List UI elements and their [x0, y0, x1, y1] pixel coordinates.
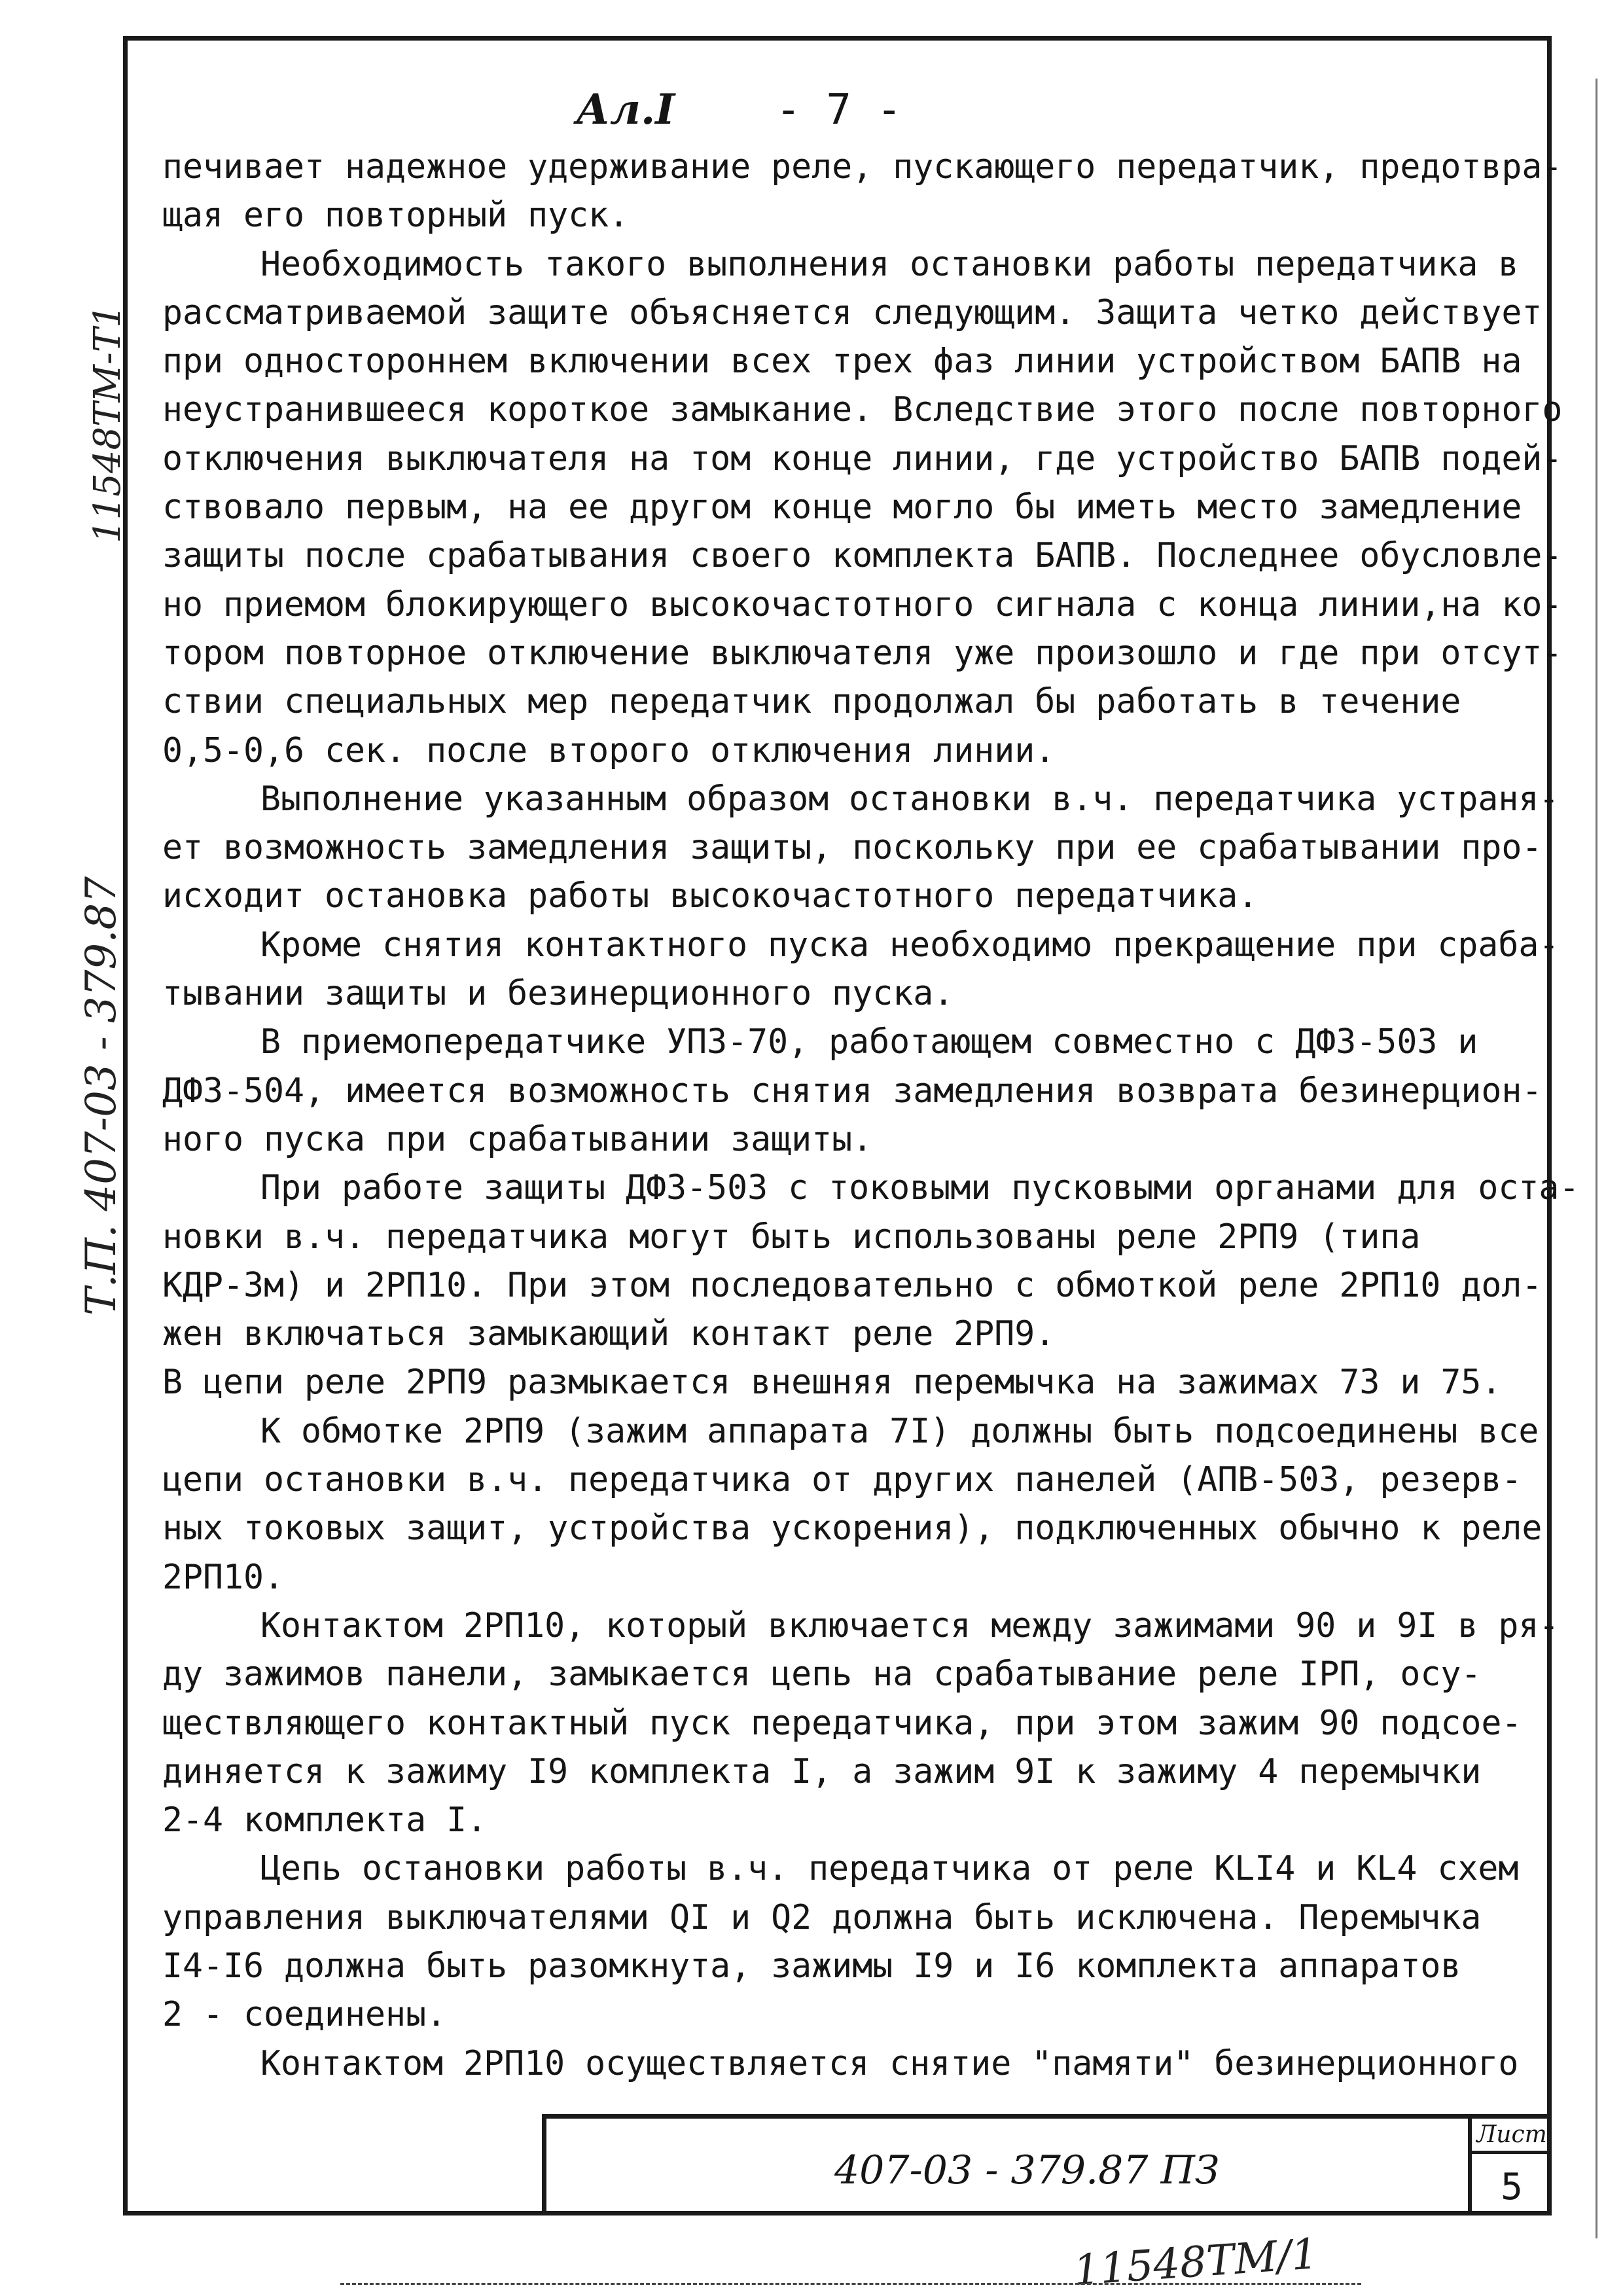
text-line: 2РП10. — [162, 1557, 285, 1597]
sheet-cell — [1468, 2119, 1552, 2215]
text-line: В приемопередатчике УПЗ-70, работающем совместно с ДФЗ-503 и — [260, 1022, 1478, 1062]
text-line: Кроме снятия контактного пуска необходимо прекращение при сраба- — [260, 925, 1560, 965]
text-line: щая его повторный пуск. — [162, 196, 630, 236]
text-line: Необходимость такого выполнения остановки работы передатчика в — [260, 244, 1519, 284]
dashed-divider — [340, 2283, 1361, 2285]
text-line: исходит остановка работы высокочастотного передатчика. — [162, 876, 1258, 916]
page-number: - 7 - — [776, 86, 902, 134]
text-line: ствии специальных мер передатчик продолжал бы работать в течение — [162, 682, 1461, 722]
text-line: Контактом 2РП10, который включается между зажимами 90 и 9I в ря- — [260, 1605, 1560, 1645]
text-line: 2 - соединены. — [162, 1995, 447, 2035]
text-line: К обмотке 2РП9 (зажим аппарата 7I) должны быть подсоединены все — [260, 1411, 1539, 1451]
text-line: управления выключателями QI и Q2 должна быть исключена. Перемычка — [162, 1897, 1482, 1937]
margin-note-middle: Т.П. 407-03 - 379.87 — [77, 876, 126, 1316]
text-line: печивает надежное удерживание реле, пускающего передатчик, предотвра- — [162, 147, 1563, 187]
text-line: новки в.ч. передатчика могут быть использованы реле 2РП9 (типа — [162, 1217, 1421, 1257]
text-line: ствовало первым, на ее другом конце могло бы иметь место замедление — [162, 488, 1522, 528]
text-line: отключения выключателя на том конце линии, где устройство БАПВ подей- — [162, 439, 1563, 478]
text-line: ду зажимов панели, замыкается цепь на срабатывание реле IРП, осу- — [162, 1655, 1482, 1695]
text-line: ного пуска при срабатывании защиты. — [162, 1119, 873, 1159]
text-line: 2-4 комплекта I. — [162, 1801, 488, 1840]
text-line: ществляющего контактный пуск передатчика, при этом зажим 90 подсое- — [162, 1703, 1522, 1743]
text-line: диняется к зажиму I9 комплекта I, а зажим 9I к зажиму 4 перемычки — [162, 1751, 1482, 1791]
text-line: тором повторное отключение выключателя уже произошло и где при отсут- — [162, 633, 1563, 673]
text-line: Цепь остановки работы в.ч. передатчика от реле KLI4 и KL4 схем — [260, 1849, 1519, 1889]
document-body — [162, 143, 1580, 2088]
text-line: рассматриваемой защите объясняется следующим. Защита четко действует — [162, 293, 1543, 332]
text-line: При работе защиты ДФЗ-503 с токовыми пусковыми органами для оста- — [260, 1168, 1580, 1208]
text-line: ных токовых защит, устройства ускорения), подключенных обычно к реле — [162, 1509, 1543, 1549]
page-edge-line — [1596, 79, 1597, 2238]
text-line: неустранившееся короткое замыкание. Вследствие этого после повторного — [162, 390, 1563, 430]
text-line: тывании защиты и безинерционного пуска. — [162, 974, 954, 1014]
text-line: КДР-3м) и 2РП10. При этом последовательно с обмоткой реле 2РП10 дол- — [162, 1265, 1543, 1305]
handwritten-mark: Ал.I — [576, 85, 675, 134]
text-line: 0,5-0,6 сек. после второго отключения линии. — [162, 730, 1056, 770]
text-line: Выполнение указанным образом остановки в.ч. передатчика устраня- — [260, 779, 1560, 819]
text-line: I4-I6 должна быть разомкнута, зажимы I9 и I6 комплекта аппаратов — [162, 1946, 1461, 1986]
title-block-stamp — [542, 2114, 1552, 2215]
bottom-signature: 11548ТМ/1 — [1071, 2230, 1320, 2295]
document-code: 407-03 - 379.87 ПЗ — [834, 2147, 1220, 2193]
text-line: при одностороннем включении всех трех фаз линии устройством БАПВ на — [162, 342, 1522, 382]
text-line: жен включаться замыкающий контакт реле 2РП9. — [162, 1314, 1056, 1354]
sheet-label: Лист — [1472, 2121, 1552, 2154]
text-line: но приемом блокирующего высокочастотного сигнала с конца линии,на ко- — [162, 584, 1563, 624]
text-line: В цепи реле 2РП9 размыкается внешняя перемычка на зажимах 73 и 75. — [162, 1363, 1502, 1403]
sheet-number: 5 — [1501, 2166, 1523, 2208]
text-line: защиты после срабатывания своего комплекта БАПВ. Последнее обусловле- — [162, 536, 1563, 576]
text-line: ет возможность замедления защиты, поскольку при ее срабатывании про- — [162, 828, 1543, 868]
page-header — [576, 85, 902, 134]
text-line: ДФЗ-504, имеется возможность снятия замедления возврата безинерцион- — [162, 1071, 1543, 1111]
margin-note-top: 11548ТМ-Т1 — [86, 304, 129, 543]
text-line: Контактом 2РП10 осуществляется снятие "памяти" безинерционного — [260, 2043, 1519, 2083]
text-line: цепи остановки в.ч. передатчика от других панелей (АПВ-503, резерв- — [162, 1460, 1522, 1500]
